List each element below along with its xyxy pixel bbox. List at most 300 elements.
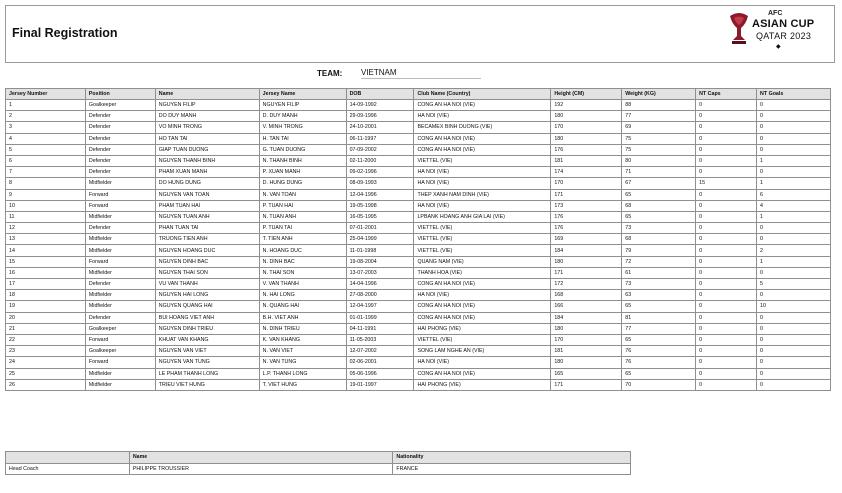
cell-dob: 01-01-1999 [346,312,414,323]
coach-header-row [6,452,631,464]
cell-jersey-name: D. DUY MANH [259,111,346,122]
cell-jersey-name: D. HUNG DUNG [259,178,346,189]
cell-nt-caps: 0 [696,368,757,379]
cell-jersey-number: 4 [6,133,86,144]
table-row [6,111,831,122]
cell-jersey-name: N. VAN VIET [259,346,346,357]
cell-weight: 69 [622,122,696,133]
cell-jersey-name: N. VAN TUNG [259,357,346,368]
cell-club: THEP XANH NAM DINH (VIE) [414,189,551,200]
cell-dob: 25-04-1999 [346,234,414,245]
cell-name: TRIEU VIET HUNG [155,379,259,390]
cell-nt-goals: 0 [757,100,831,111]
cell-nt-goals: 10 [757,301,831,312]
cell-club: VIETTEL (VIE) [414,223,551,234]
cell-nt-caps: 0 [696,100,757,111]
cell-nt-caps: 0 [696,234,757,245]
table-row [6,267,831,278]
cell-nt-caps: 0 [696,122,757,133]
cell-jersey-name: G. TUAN DUONG [259,144,346,155]
cell-height: 192 [551,100,622,111]
cell-nt-goals: 1 [757,256,831,267]
cell-club: VIETTEL (VIE) [414,334,551,345]
cell-dob: 12-04-1996 [346,189,414,200]
cell-dob: 13-07-2003 [346,267,414,278]
cell-club: CONG AN HA NOI (VIE) [414,368,551,379]
cell-position: Midfielder [85,368,155,379]
cell-dob: 06-11-1997 [346,133,414,144]
cell-weight: 71 [622,167,696,178]
coach-column-header-name: Name [129,452,393,464]
cell-dob: 12-07-2002 [346,346,414,357]
cell-name: NGUYEN QUANG HAI [155,301,259,312]
cell-name: NGUYEN VAN VIET [155,346,259,357]
cell-height: 169 [551,234,622,245]
cell-jersey-name: T. VIET HUNG [259,379,346,390]
cell-position: Forward [85,334,155,345]
cell-position: Forward [85,200,155,211]
cell-nt-goals: 6 [757,189,831,200]
cell-club: QUANG NAM (VIE) [414,256,551,267]
team-label: TEAM: [317,69,343,78]
cell-position: Midfielder [85,267,155,278]
cell-jersey-name: V. VAN THANH [259,279,346,290]
cell-nt-goals: 0 [757,167,831,178]
cell-club: HAI PHONG (VIE) [414,323,551,334]
table-row [6,368,831,379]
cell-position: Defender [85,144,155,155]
cell-nt-goals: 0 [757,267,831,278]
column-header-position: Position [85,89,155,100]
cell-name: VU VAN THANH [155,279,259,290]
cell-position: Midfielder [85,301,155,312]
table-row [6,334,831,345]
cell-nt-caps: 0 [696,267,757,278]
table-row [6,312,831,323]
cell-jersey-name: N. DINH BAC [259,256,346,267]
cell-club: HA NOI (VIE) [414,111,551,122]
cell-jersey-name: P. TUAN HAI [259,200,346,211]
coach-cell-name: PHILIPPE TROUSSIER [129,463,393,475]
cell-name: NGUYEN TUAN ANH [155,211,259,222]
cell-dob: 08-09-1993 [346,178,414,189]
page-title: Final Registration [12,26,118,40]
cell-name: DO HUNG DUNG [155,178,259,189]
cell-name: NGUYEN VAN TUNG [155,357,259,368]
cell-jersey-name: H. TAN TAI [259,133,346,144]
cell-name: VO MINH TRONG [155,122,259,133]
cell-name: NGUYEN THAI SON [155,267,259,278]
cell-jersey-name: N. THAI SON [259,267,346,278]
cell-jersey-number: 23 [6,346,86,357]
cell-nt-caps: 0 [696,334,757,345]
cell-nt-caps: 0 [696,167,757,178]
cell-weight: 77 [622,323,696,334]
cell-jersey-name: B.H. VIET ANH [259,312,346,323]
coach-cell-role: Head Coach [6,463,130,475]
cell-nt-goals: 0 [757,323,831,334]
cell-nt-goals: 0 [757,234,831,245]
table-row [6,301,831,312]
cell-position: Defender [85,122,155,133]
cell-position: Defender [85,312,155,323]
cell-weight: 68 [622,200,696,211]
column-header-weight: Weight (KG) [622,89,696,100]
cell-height: 180 [551,357,622,368]
cell-jersey-number: 2 [6,111,86,122]
cell-height: 171 [551,267,622,278]
cell-jersey-number: 8 [6,178,86,189]
cell-weight: 65 [622,368,696,379]
cell-club: CONG AN HA NOI (VIE) [414,301,551,312]
column-header-dob: DOB [346,89,414,100]
cell-jersey-name: N. HOANG DUC [259,245,346,256]
cell-nt-goals: 0 [757,368,831,379]
cell-club: LPBANK HOANG ANH GIA LAI (VIE) [414,211,551,222]
cell-nt-caps: 15 [696,178,757,189]
cell-club: VIETTEL (VIE) [414,234,551,245]
table-row [6,122,831,133]
logo-asian-cup-text: ASIAN CUP [752,18,815,30]
cell-nt-caps: 0 [696,357,757,368]
cell-position: Defender [85,279,155,290]
cell-weight: 76 [622,357,696,368]
registration-page [5,5,837,493]
cell-name: PHAM TUAN HAI [155,200,259,211]
cell-position: Midfielder [85,290,155,301]
cell-jersey-number: 6 [6,155,86,166]
cell-height: 171 [551,379,622,390]
cell-weight: 72 [622,256,696,267]
cell-jersey-name: P. XUAN MANH [259,167,346,178]
cell-club: CONG AN HA NOI (VIE) [414,279,551,290]
cell-position: Defender [85,133,155,144]
cell-nt-caps: 0 [696,200,757,211]
cell-dob: 19-08-2004 [346,256,414,267]
cell-height: 172 [551,279,622,290]
cell-name: NGUYEN VAN TOAN [155,189,259,200]
cell-name: GIAP TUAN DUONG [155,144,259,155]
cell-club: THANH HOA (VIE) [414,267,551,278]
cell-dob: 11-05-2003 [346,334,414,345]
table-row [6,379,831,390]
cell-jersey-number: 16 [6,267,86,278]
cell-position: Midfielder [85,245,155,256]
cell-nt-goals: 0 [757,334,831,345]
cell-jersey-number: 24 [6,357,86,368]
cell-position: Midfielder [85,234,155,245]
cell-nt-caps: 0 [696,245,757,256]
cell-jersey-name: N. VAN TOAN [259,189,346,200]
cell-height: 184 [551,245,622,256]
cell-jersey-number: 14 [6,245,86,256]
cell-position: Goalkeeper [85,100,155,111]
cell-jersey-number: 25 [6,368,86,379]
cell-dob: 14-04-1996 [346,279,414,290]
cell-nt-goals: 4 [757,200,831,211]
cell-club: CONG AN HA NOI (VIE) [414,133,551,144]
cell-height: 165 [551,368,622,379]
coach-cell-nationality: FRANCE [393,463,631,475]
cell-club: SONG LAM NGHE AN (VIE) [414,346,551,357]
cell-position: Midfielder [85,178,155,189]
cell-jersey-number: 10 [6,200,86,211]
cell-nt-caps: 0 [696,290,757,301]
cell-weight: 81 [622,312,696,323]
cell-jersey-number: 12 [6,223,86,234]
cell-position: Midfielder [85,211,155,222]
table-row [6,178,831,189]
table-row [6,256,831,267]
cell-weight: 65 [622,189,696,200]
cell-height: 170 [551,178,622,189]
team-value: VIETNAM [361,68,481,79]
cell-position: Goalkeeper [85,323,155,334]
cell-name: TRUONG TIEN ANH [155,234,259,245]
table-row [6,234,831,245]
cell-dob: 14-09-1992 [346,100,414,111]
cell-jersey-name: P. TUAN TAI [259,223,346,234]
cell-height: 174 [551,167,622,178]
cell-height: 181 [551,346,622,357]
cell-nt-goals: 1 [757,178,831,189]
cell-nt-goals: 0 [757,290,831,301]
cell-position: Goalkeeper [85,346,155,357]
cell-jersey-number: 7 [6,167,86,178]
table-row [6,290,831,301]
column-header-nt-goals: NT Goals [757,89,831,100]
cell-club: VIETTEL (VIE) [414,245,551,256]
cell-jersey-name: V. MINH TRONG [259,122,346,133]
header-box [5,5,835,63]
cell-position: Forward [85,256,155,267]
cell-name: HO TAN TAI [155,133,259,144]
cell-height: 180 [551,111,622,122]
cell-name: PHAN TUAN TAI [155,223,259,234]
cell-weight: 75 [622,133,696,144]
table-row [6,155,831,166]
cell-nt-goals: 0 [757,133,831,144]
cell-weight: 67 [622,178,696,189]
table-row [6,189,831,200]
cell-dob: 11-01-1998 [346,245,414,256]
cell-jersey-number: 5 [6,144,86,155]
cell-club: HA NOI (VIE) [414,357,551,368]
cell-jersey-name: N. HAI LONG [259,290,346,301]
cell-name: NGUYEN THANH BINH [155,155,259,166]
table-row [6,100,831,111]
cell-club: BECAMEX BINH DUONG (VIE) [414,122,551,133]
cell-weight: 68 [622,234,696,245]
cell-dob: 09-02-1996 [346,167,414,178]
cell-weight: 70 [622,379,696,390]
roster-body [6,100,831,391]
cell-dob: 24-10-2001 [346,122,414,133]
cell-nt-caps: 0 [696,301,757,312]
cell-jersey-number: 3 [6,122,86,133]
cell-nt-caps: 0 [696,211,757,222]
logo-afc-text: AFC [768,10,783,17]
cell-club: HAI PHONG (VIE) [414,379,551,390]
cell-position: Defender [85,167,155,178]
cell-dob: 04-11-1991 [346,323,414,334]
cell-dob: 19-01-1997 [346,379,414,390]
cell-jersey-number: 26 [6,379,86,390]
cell-nt-goals: 0 [757,144,831,155]
cell-height: 173 [551,200,622,211]
cell-weight: 63 [622,290,696,301]
cell-name: LE PHAM THANH LONG [155,368,259,379]
cell-nt-caps: 0 [696,155,757,166]
cell-nt-caps: 0 [696,279,757,290]
cell-height: 170 [551,334,622,345]
cell-weight: 80 [622,155,696,166]
cell-dob: 05-06-1996 [346,368,414,379]
table-row [6,200,831,211]
cell-height: 181 [551,155,622,166]
cell-jersey-number: 22 [6,334,86,345]
cell-height: 180 [551,323,622,334]
cell-club: HA NOI (VIE) [414,290,551,301]
cell-weight: 65 [622,334,696,345]
cell-height: 180 [551,133,622,144]
cell-weight: 77 [622,111,696,122]
cell-nt-goals: 0 [757,312,831,323]
cell-name: NGUYEN FILIP [155,100,259,111]
cell-dob: 07-01-2001 [346,223,414,234]
cell-jersey-number: 18 [6,290,86,301]
cell-weight: 65 [622,211,696,222]
table-row [6,346,831,357]
afc-asian-cup-logo [724,10,822,58]
cell-nt-goals: 2 [757,245,831,256]
cell-position: Midfielder [85,379,155,390]
cell-height: 176 [551,223,622,234]
cell-name: NGUYEN DINH TRIEU [155,323,259,334]
table-row [6,167,831,178]
cell-dob: 19-05-1998 [346,200,414,211]
cell-nt-goals: 1 [757,211,831,222]
cell-position: Forward [85,357,155,368]
table-row [6,144,831,155]
cell-height: 168 [551,290,622,301]
cell-jersey-name: N. TUAN ANH [259,211,346,222]
cell-club: CONG AN HA NOI (VIE) [414,100,551,111]
cell-dob: 07-09-2002 [346,144,414,155]
cell-jersey-number: 1 [6,100,86,111]
cell-jersey-number: 15 [6,256,86,267]
cell-name: BUI HOANG VIET ANH [155,312,259,323]
cell-nt-caps: 0 [696,144,757,155]
cell-club: HA NOI (VIE) [414,167,551,178]
cell-jersey-name: T. TIEN ANH [259,234,346,245]
cell-nt-caps: 0 [696,346,757,357]
logo-qatar-text: QATAR 2023 [756,31,812,41]
cell-height: 170 [551,122,622,133]
cell-jersey-number: 17 [6,279,86,290]
table-row [6,357,831,368]
roster-table [5,88,831,391]
cell-nt-caps: 0 [696,111,757,122]
cell-jersey-name: L.P. THANH LONG [259,368,346,379]
cell-nt-goals: 0 [757,379,831,390]
cell-jersey-name: K. VAN KHANG [259,334,346,345]
cell-nt-goals: 0 [757,223,831,234]
cell-jersey-number: 13 [6,234,86,245]
cell-position: Defender [85,111,155,122]
cell-club: HA NOI (VIE) [414,178,551,189]
cell-nt-goals: 0 [757,111,831,122]
cell-position: Forward [85,189,155,200]
cell-weight: 79 [622,245,696,256]
cell-nt-caps: 0 [696,133,757,144]
cell-name: KHUAT VAN KHANG [155,334,259,345]
cell-weight: 61 [622,267,696,278]
cell-jersey-number: 21 [6,323,86,334]
cell-dob: 16-05-1995 [346,211,414,222]
cell-club: CONG AN HA NOI (VIE) [414,312,551,323]
cell-dob: 12-04-1997 [346,301,414,312]
cell-nt-caps: 0 [696,312,757,323]
table-row [6,211,831,222]
cell-position: Defender [85,155,155,166]
table-row [6,279,831,290]
column-header-jersey-name: Jersey Name [259,89,346,100]
column-header-height: Height (CM) [551,89,622,100]
cell-weight: 88 [622,100,696,111]
cell-nt-goals: 1 [757,155,831,166]
cell-dob: 02-06-2001 [346,357,414,368]
coach-column-header-nationality: Nationality [393,452,631,464]
cell-jersey-number: 11 [6,211,86,222]
cell-dob: 27-08-2000 [346,290,414,301]
cell-dob: 29-09-1996 [346,111,414,122]
cell-weight: 76 [622,346,696,357]
cell-height: 176 [551,144,622,155]
cell-nt-caps: 0 [696,379,757,390]
cell-height: 180 [551,256,622,267]
table-row [6,245,831,256]
cell-position: Defender [85,223,155,234]
cell-height: 176 [551,211,622,222]
cell-name: DO DUY MANH [155,111,259,122]
cell-club: HA NOI (VIE) [414,200,551,211]
cell-nt-caps: 0 [696,223,757,234]
cell-name: NGUYEN HOANG DUC [155,245,259,256]
cell-name: PHAM XUAN MANH [155,167,259,178]
column-header-club: Club Name (Country) [414,89,551,100]
cell-nt-caps: 0 [696,256,757,267]
column-header-jersey-number: Jersey Number [6,89,86,100]
logo-diamond: ◆ [776,44,781,50]
cell-weight: 75 [622,144,696,155]
cell-club: CONG AN HA NOI (VIE) [414,144,551,155]
table-row [6,323,831,334]
cell-jersey-name: N. DINH TRIEU [259,323,346,334]
cell-weight: 73 [622,279,696,290]
cell-nt-goals: 0 [757,357,831,368]
cell-nt-goals: 0 [757,122,831,133]
coach-table [5,451,631,475]
cell-height: 166 [551,301,622,312]
cell-jersey-name: NGUYEN FILIP [259,100,346,111]
cell-name: NGUYEN DINH BAC [155,256,259,267]
cell-nt-caps: 0 [696,189,757,200]
cell-jersey-name: N. THANH BINH [259,155,346,166]
coach-row [6,463,631,475]
roster-header-row [6,89,831,100]
column-header-name: Name [155,89,259,100]
